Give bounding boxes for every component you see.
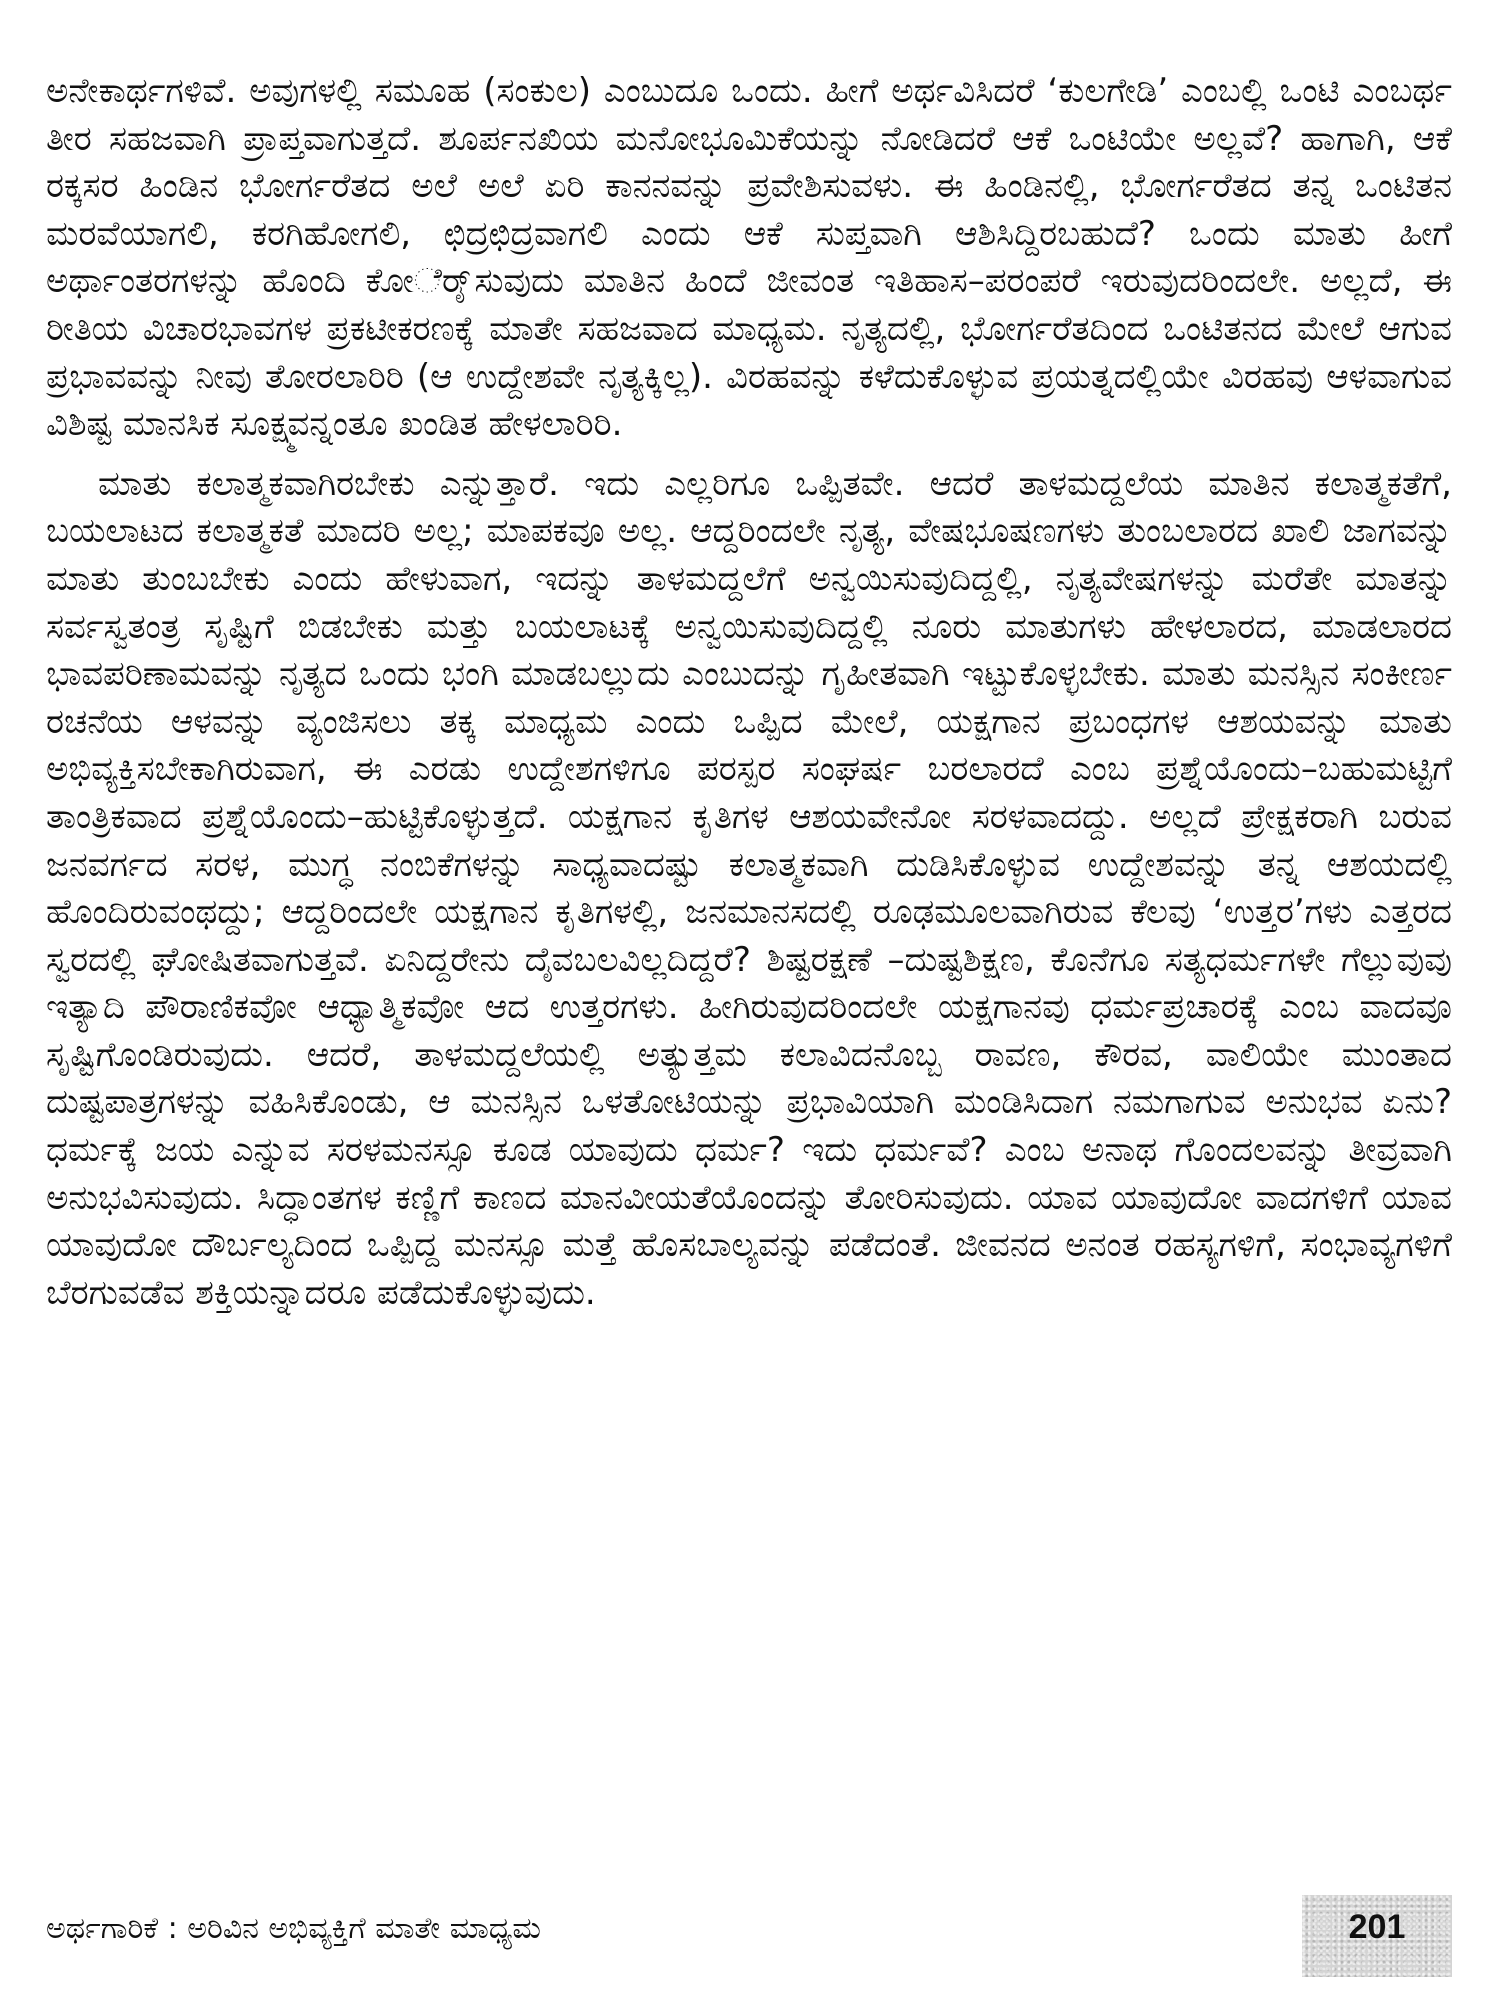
paragraph-1: ಅನೇಕಾರ್ಥಗಳಿವೆ. ಅವುಗಳಲ್ಲಿ ಸಮೂಹ (ಸಂಕುಲ) ಎಂಬುದೂ ಒಂದು. ಹೀಗೆ ಅರ್ಥವಿಸಿದರೆ ‘ಕುಲಗೇಡಿ’ ಎಂಬಲ್ಲಿ ಒಂಟಿ ಎಂಬರ್ಥ ತೀರ ಸಹಜವಾಗಿ ಪ್ರಾಪ್ತವಾಗುತ್ತದೆ. ಶೂರ್ಪನಖಿಯ ಮನೋಭೂಮಿಕೆಯನ್ನು ನೋಡಿದರೆ ಆಕೆ ಒಂಟಿಯೇ ಅಲ್ಲವೆ? ಹಾಗಾಗಿ, ಆಕೆ ರಕ್ಕಸರ ಹಿಂಡಿನ ಭೋರ್ಗರೆತದ ಅಲೆ ಅಲೆ ಏರಿ ಕಾನನವನ್ನು ಪ್ರವೇಶಿಸುವಳು. ಈ ಹಿಂಡಿನಲ್ಲಿ, ಭೋರ್ಗರೆತದ ತನ್ನ ಒಂಟಿತನ ಮರವೆಯಾಗಲಿ, ಕರಗಿಹೋಗಲಿ, ಛಿದ್ರಛಿದ್ರವಾಗಲಿ ಎಂದು ಆಕೆ ಸುಪ್ತವಾಗಿ ಆಶಿಸಿದ್ದಿರಬಹುದೆ? ಒಂದು ಮಾತು ಹೀಗೆ ಅರ್ಥಾಂತರಗಳನ್ನು ಹೊಂದಿ ಕೋರ್ೈಸುವುದು ಮಾತಿನ ಹಿಂದೆ ಜೀವಂತ ಇತಿಹಾಸ–ಪರಂಪರೆ ಇರುವುದರಿಂದಲೇ. ಅಲ್ಲದೆ, ಈ ರೀತಿಯ ವಿಚಾರಭಾವಗಳ ಪ್ರಕಟೀಕರಣಕ್ಕೆ ಮಾತೇ ಸಹಜವಾದ ಮಾಧ್ಯಮ. ನೃತ್ಯದಲ್ಲಿ, ಭೋರ್ಗರೆತದಿಂದ ಒಂಟಿತನದ ಮೇಲೆ ಆಗುವ ಪ್ರಭಾವವನ್ನು ನೀವು ತೋರಲಾರಿರಿ (ಆ ಉದ್ದೇಶವೇ ನೃತ್ಯಕ್ಕಿಲ್ಲ). ವಿರಹವನ್ನು ಕಳೆದುಕೊಳ್ಳುವ ಪ್ರಯತ್ನದಲ್ಲಿಯೇ ವಿರಹವು ಆಳವಾಗುವ ವಿಶಿಷ್ಟ ಮಾನಸಿಕ ಸೂಕ್ಷ್ಮವನ್ನಂತೂ ಖಂಡಿತ ಹೇಳಲಾರಿರಿ. <box>46 71 1452 445</box>
page-number-box <box>1302 1895 1452 1977</box>
running-title: ಅರ್ಥಗಾರಿಕೆ : ಅರಿವಿನ ಅಭಿವ್ಯಕ್ತಿಗೆ ಮಾತೇ ಮಾಧ್ಯಮ <box>46 1911 541 1946</box>
paragraph-2: ಮಾತು ಕಲಾತ್ಮಕವಾಗಿರಬೇಕು ಎನ್ನುತ್ತಾರೆ. ಇದು ಎಲ್ಲರಿಗೂ ಒಪ್ಪಿತವೇ. ಆದರೆ ತಾಳಮದ್ದಲೆಯ ಮಾತಿನ ಕಲಾತ್ಮಕತೆಗೆ, ಬಯಲಾಟದ ಕಲಾತ್ಮಕತೆ ಮಾದರಿ ಅಲ್ಲ; ಮಾಪಕವೂ ಅಲ್ಲ. ಆದ್ದರಿಂದಲೇ ನೃತ್ಯ, ವೇಷಭೂಷಣಗಳು ತುಂಬಲಾರದ ಖಾಲಿ ಜಾಗವನ್ನು ಮಾತು ತುಂಬಬೇಕು ಎಂದು ಹೇಳುವಾಗ, ಇದನ್ನು ತಾಳಮದ್ದಲೆಗೆ ಅನ್ವಯಿಸುವುದಿದ್ದಲ್ಲಿ, ನೃತ್ಯವೇಷಗಳನ್ನು ಮರೆತೇ ಮಾತನ್ನು ಸರ್ವಸ್ವತಂತ್ರ ಸೃಷ್ಟಿಗೆ ಬಿಡಬೇಕು ಮತ್ತು ಬಯಲಾಟಕ್ಕೆ ಅನ್ವಯಿಸುವುದಿದ್ದಲ್ಲಿ ನೂರು ಮಾತುಗಳು ಹೇಳಲಾರದ, ಮಾಡಲಾರದ ಭಾವಪರಿಣಾಮವನ್ನು ನೃತ್ಯದ ಒಂದು ಭಂಗಿ ಮಾಡಬಲ್ಲುದು ಎಂಬುದನ್ನು ಗೃಹೀತವಾಗಿ ಇಟ್ಟುಕೊಳ್ಳಬೇಕು. ಮಾತು ಮನಸ್ಸಿನ ಸಂಕೀರ್ಣ ರಚನೆಯ ಆಳವನ್ನು ವ್ಯಂಜಿಸಲು ತಕ್ಕ ಮಾಧ್ಯಮ ಎಂದು ಒಪ್ಪಿದ ಮೇಲೆ, ಯಕ್ಷಗಾನ ಪ್ರಬಂಧಗಳ ಆಶಯವನ್ನು ಮಾತು ಅಭಿವ್ಯಕ್ತಿಸಬೇಕಾಗಿರುವಾಗ, ಈ ಎರಡು ಉದ್ದೇಶಗಳಿಗೂ ಪರಸ್ಪರ ಸಂಘರ್ಷ ಬರಲಾರದೆ ಎಂಬ ಪ್ರಶ್ನೆಯೊಂದು–ಬಹುಮಟ್ಟಿಗೆ ತಾಂತ್ರಿಕವಾದ ಪ್ರಶ್ನೆಯೊಂದು–ಹುಟ್ಟಿಕೊಳ್ಳುತ್ತದೆ. ಯಕ್ಷಗಾನ ಕೃತಿಗಳ ಆಶಯವೇನೋ ಸರಳವಾದದ್ದು. ಅಲ್ಲದೆ ಪ್ರೇಕ್ಷಕರಾಗಿ ಬರುವ ಜನವರ್ಗದ ಸರಳ, ಮುಗ್ಧ ನಂಬಿಕೆಗಳನ್ನು ಸಾಧ್ಯವಾದಷ್ಟು ಕಲಾತ್ಮಕವಾಗಿ ದುಡಿಸಿಕೊಳ್ಳುವ ಉದ್ದೇಶವನ್ನು ತನ್ನ ಆಶಯದಲ್ಲಿ ಹೊಂದಿರುವಂಥದ್ದು; ಆದ್ದರಿಂದಲೇ ಯಕ್ಷಗಾನ ಕೃತಿಗಳಲ್ಲಿ, ಜನಮಾನಸದಲ್ಲಿ ರೂಢಮೂಲವಾಗಿರುವ ಕೆಲವು ‘ಉತ್ತರ’ಗಳು ಎತ್ತರದ ಸ್ವರದಲ್ಲಿ ಘೋಷಿತವಾಗುತ್ತವೆ. ಏನಿದ್ದರೇನು ದೈವಬಲವಿಲ್ಲದಿದ್ದರೆ? ಶಿಷ್ಟರಕ್ಷಣೆ –ದುಷ್ಟಶಿಕ್ಷಣ, ಕೊನೆಗೂ ಸತ್ಯಧರ್ಮಗಳೇ ಗೆಲ್ಲುವುವು ಇತ್ಯಾದಿ ಪೌರಾಣಿಕವೋ ಆಧ್ಯಾತ್ಮಿಕವೋ ಆದ ಉತ್ತರಗಳು. ಹೀಗಿರುವುದರಿಂದಲೇ ಯಕ್ಷಗಾನವು ಧರ್ಮಪ್ರಚಾರಕ್ಕೆ ಎಂಬ ವಾದವೂ ಸೃಷ್ಟಿಗೊಂಡಿರುವುದು. ಆದರೆ, ತಾಳಮದ್ದಲೆಯಲ್ಲಿ ಅತ್ಯುತ್ತಮ ಕಲಾವಿದನೊಬ್ಬ ರಾವಣ, ಕೌರವ, ವಾಲಿಯೇ ಮುಂತಾದ ದುಷ್ಟಪಾತ್ರಗಳನ್ನು ವಹಿಸಿಕೊಂಡು, ಆ ಮನಸ್ಸಿನ ಒಳತೋಟಿಯನ್ನು ಪ್ರಭಾವಿಯಾಗಿ ಮಂಡಿಸಿದಾಗ ನಮಗಾಗುವ ಅನುಭವ ಏನು? ಧರ್ಮಕ್ಕೆ ಜಯ ಎನ್ನುವ ಸರಳಮನಸ್ಸೂ ಕೂಡ ಯಾವುದು ಧರ್ಮ? ಇದು ಧರ್ಮವೆ? ಎಂಬ ಅನಾಥ ಗೊಂದಲವನ್ನು ತೀವ್ರವಾಗಿ ಅನುಭವಿಸುವುದು. ಸಿದ್ಧಾಂತಗಳ ಕಣ್ಣಿಗೆ ಕಾಣದ ಮಾನವೀಯತೆಯೊಂದನ್ನು ತೋರಿಸುವುದು. ಯಾವ ಯಾವುದೋ ವಾದಗಳಿಗೆ ಯಾವ ಯಾವುದೋ ದೌರ್ಬಲ್ಯದಿಂದ ಒಪ್ಪಿದ್ದ ಮನಸ್ಸೂ ಮತ್ತೆ ಹೊಸಬಾಲ್ಯವನ್ನು ಪಡೆದಂತೆ. ಜೀವನದ ಅನಂತ ರಹಸ್ಯಗಳಿಗೆ, ಸಂಭಾವ್ಯಗಳಿಗೆ ಬೆರಗುವಡೆವ ಶಕ್ತಿಯನ್ನಾದರೂ ಪಡೆದುಕೊಳ್ಳುವುದು. <box>46 463 1452 1313</box>
page-number: 201 <box>1348 1908 1406 1946</box>
page-body <box>46 68 1452 1317</box>
page-footer <box>46 1895 1452 1977</box>
